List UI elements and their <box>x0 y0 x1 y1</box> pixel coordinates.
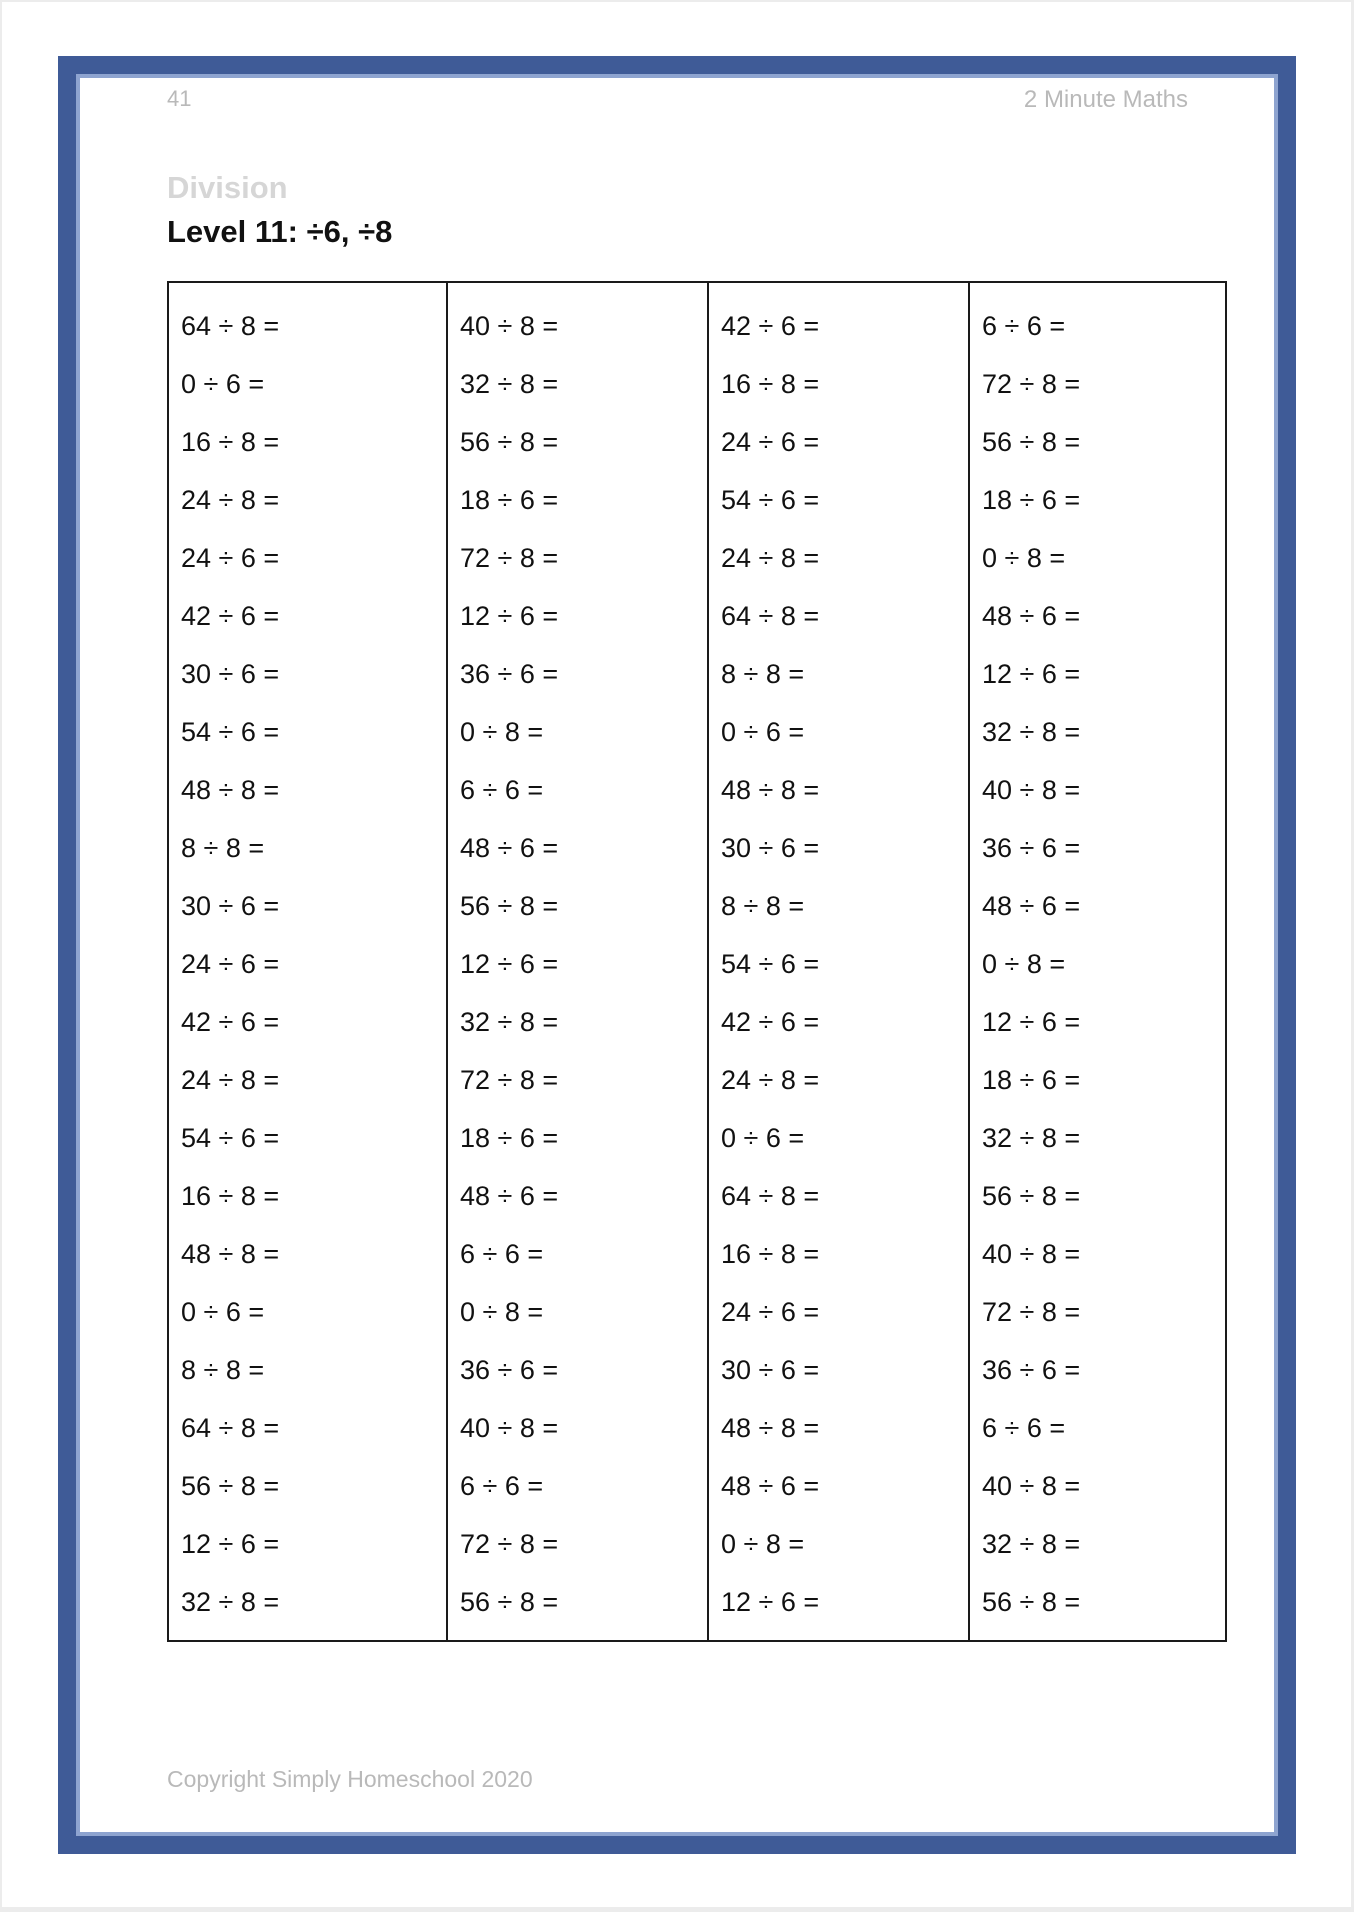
division-problem: 48 ÷ 6 = <box>982 891 1081 921</box>
division-problem: 8 ÷ 8 = <box>721 891 805 921</box>
problem-column-4 <box>968 283 1225 1640</box>
division-problem: 48 ÷ 6 = <box>721 1471 820 1501</box>
division-problem: 0 ÷ 8 = <box>460 717 544 747</box>
division-problem: 48 ÷ 8 = <box>181 775 280 805</box>
division-problem: 54 ÷ 6 = <box>181 717 280 747</box>
problem-column-2 <box>446 283 707 1640</box>
copyright-footer: Copyright Simply Homeschool 2020 <box>167 1766 533 1792</box>
division-problem: 54 ÷ 6 = <box>181 1123 280 1153</box>
division-problem: 24 ÷ 8 = <box>721 1065 820 1095</box>
division-problem: 18 ÷ 6 = <box>982 485 1081 515</box>
division-problem: 56 ÷ 8 = <box>460 891 559 921</box>
division-problem: 32 ÷ 8 = <box>982 1123 1081 1153</box>
section-title: Division <box>167 170 288 205</box>
division-problem: 0 ÷ 8 = <box>982 543 1066 573</box>
division-problem: 0 ÷ 8 = <box>721 1529 805 1559</box>
book-title: 2 Minute Maths <box>1023 86 1188 113</box>
division-problem: 24 ÷ 6 = <box>181 949 280 979</box>
division-problem: 48 ÷ 6 = <box>460 1181 559 1211</box>
division-problem: 48 ÷ 8 = <box>721 775 820 805</box>
problem-column-1 <box>169 283 446 1640</box>
division-problem: 48 ÷ 6 = <box>460 833 559 863</box>
division-problem: 40 ÷ 8 = <box>460 311 559 341</box>
division-problem: 24 ÷ 8 = <box>181 1065 280 1095</box>
division-problem: 12 ÷ 6 = <box>460 601 559 631</box>
division-problem: 0 ÷ 6 = <box>181 1297 265 1327</box>
division-problem: 40 ÷ 8 = <box>982 1471 1081 1501</box>
division-problem: 36 ÷ 6 = <box>982 833 1081 863</box>
division-problem: 6 ÷ 6 = <box>460 775 544 805</box>
division-problem: 12 ÷ 6 = <box>181 1529 280 1559</box>
division-problem: 24 ÷ 8 = <box>721 543 820 573</box>
division-problem: 24 ÷ 6 = <box>181 543 280 573</box>
division-problem: 6 ÷ 6 = <box>982 1413 1066 1443</box>
division-problem: 0 ÷ 8 = <box>982 949 1066 979</box>
division-problem: 56 ÷ 8 = <box>982 1587 1081 1617</box>
division-problem: 8 ÷ 8 = <box>721 659 805 689</box>
division-problem: 8 ÷ 8 = <box>181 833 265 863</box>
division-problem: 12 ÷ 6 = <box>721 1587 820 1617</box>
division-problem: 48 ÷ 8 = <box>721 1413 820 1443</box>
problems-table <box>167 281 1227 1642</box>
division-problem: 56 ÷ 8 = <box>460 1587 559 1617</box>
division-problem: 48 ÷ 8 = <box>181 1239 280 1269</box>
division-problem: 72 ÷ 8 = <box>982 1297 1081 1327</box>
division-problem: 56 ÷ 8 = <box>982 427 1081 457</box>
division-problem: 64 ÷ 8 = <box>181 1413 280 1443</box>
division-problem: 18 ÷ 6 = <box>982 1065 1081 1095</box>
division-problem: 40 ÷ 8 = <box>982 1239 1081 1269</box>
division-problem: 16 ÷ 8 = <box>181 427 280 457</box>
division-problem: 24 ÷ 8 = <box>181 485 280 515</box>
division-problem: 24 ÷ 6 = <box>721 427 820 457</box>
division-problem: 36 ÷ 6 = <box>460 1355 559 1385</box>
division-problem: 42 ÷ 6 = <box>181 1007 280 1037</box>
division-problem: 30 ÷ 6 = <box>721 833 820 863</box>
division-problem: 8 ÷ 8 = <box>181 1355 265 1385</box>
division-problem: 64 ÷ 8 = <box>721 1181 820 1211</box>
division-problem: 36 ÷ 6 = <box>460 659 559 689</box>
division-problem: 0 ÷ 6 = <box>181 369 265 399</box>
division-problem: 56 ÷ 8 = <box>460 427 559 457</box>
division-problem: 56 ÷ 8 = <box>982 1181 1081 1211</box>
division-problem: 6 ÷ 6 = <box>460 1471 544 1501</box>
division-problem: 54 ÷ 6 = <box>721 485 820 515</box>
division-problem: 64 ÷ 8 = <box>181 311 280 341</box>
division-problem: 6 ÷ 6 = <box>982 311 1066 341</box>
level-title: Level 11: ÷6, ÷8 <box>167 214 393 249</box>
division-problem: 32 ÷ 8 = <box>460 369 559 399</box>
division-problem: 0 ÷ 8 = <box>460 1297 544 1327</box>
division-problem: 32 ÷ 8 = <box>982 1529 1081 1559</box>
division-problem: 42 ÷ 6 = <box>721 1007 820 1037</box>
division-problem: 16 ÷ 8 = <box>721 1239 820 1269</box>
division-problem: 18 ÷ 6 = <box>460 1123 559 1153</box>
division-problem: 0 ÷ 6 = <box>721 717 805 747</box>
division-problem: 12 ÷ 6 = <box>982 659 1081 689</box>
division-problem: 72 ÷ 8 = <box>460 543 559 573</box>
division-problem: 48 ÷ 6 = <box>982 601 1081 631</box>
division-problem: 32 ÷ 8 = <box>181 1587 280 1617</box>
division-problem: 40 ÷ 8 = <box>982 775 1081 805</box>
division-problem: 72 ÷ 8 = <box>460 1529 559 1559</box>
division-problem: 32 ÷ 8 = <box>460 1007 559 1037</box>
division-problem: 16 ÷ 8 = <box>721 369 820 399</box>
division-problem: 42 ÷ 6 = <box>181 601 280 631</box>
division-problem: 30 ÷ 6 = <box>181 891 280 921</box>
division-problem: 24 ÷ 6 = <box>721 1297 820 1327</box>
division-problem: 16 ÷ 8 = <box>181 1181 280 1211</box>
division-problem: 30 ÷ 6 = <box>721 1355 820 1385</box>
division-problem: 56 ÷ 8 = <box>181 1471 280 1501</box>
division-problem: 54 ÷ 6 = <box>721 949 820 979</box>
division-problem: 72 ÷ 8 = <box>982 369 1081 399</box>
division-problem: 6 ÷ 6 = <box>460 1239 544 1269</box>
division-problem: 0 ÷ 6 = <box>721 1123 805 1153</box>
problem-column-3 <box>707 283 968 1640</box>
division-problem: 12 ÷ 6 = <box>460 949 559 979</box>
division-problem: 18 ÷ 6 = <box>460 485 559 515</box>
division-problem: 12 ÷ 6 = <box>982 1007 1081 1037</box>
division-problem: 30 ÷ 6 = <box>181 659 280 689</box>
page-number: 41 <box>167 86 192 111</box>
division-problem: 72 ÷ 8 = <box>460 1065 559 1095</box>
division-problem: 42 ÷ 6 = <box>721 311 820 341</box>
division-problem: 40 ÷ 8 = <box>460 1413 559 1443</box>
division-problem: 36 ÷ 6 = <box>982 1355 1081 1385</box>
division-problem: 32 ÷ 8 = <box>982 717 1081 747</box>
division-problem: 64 ÷ 8 = <box>721 601 820 631</box>
